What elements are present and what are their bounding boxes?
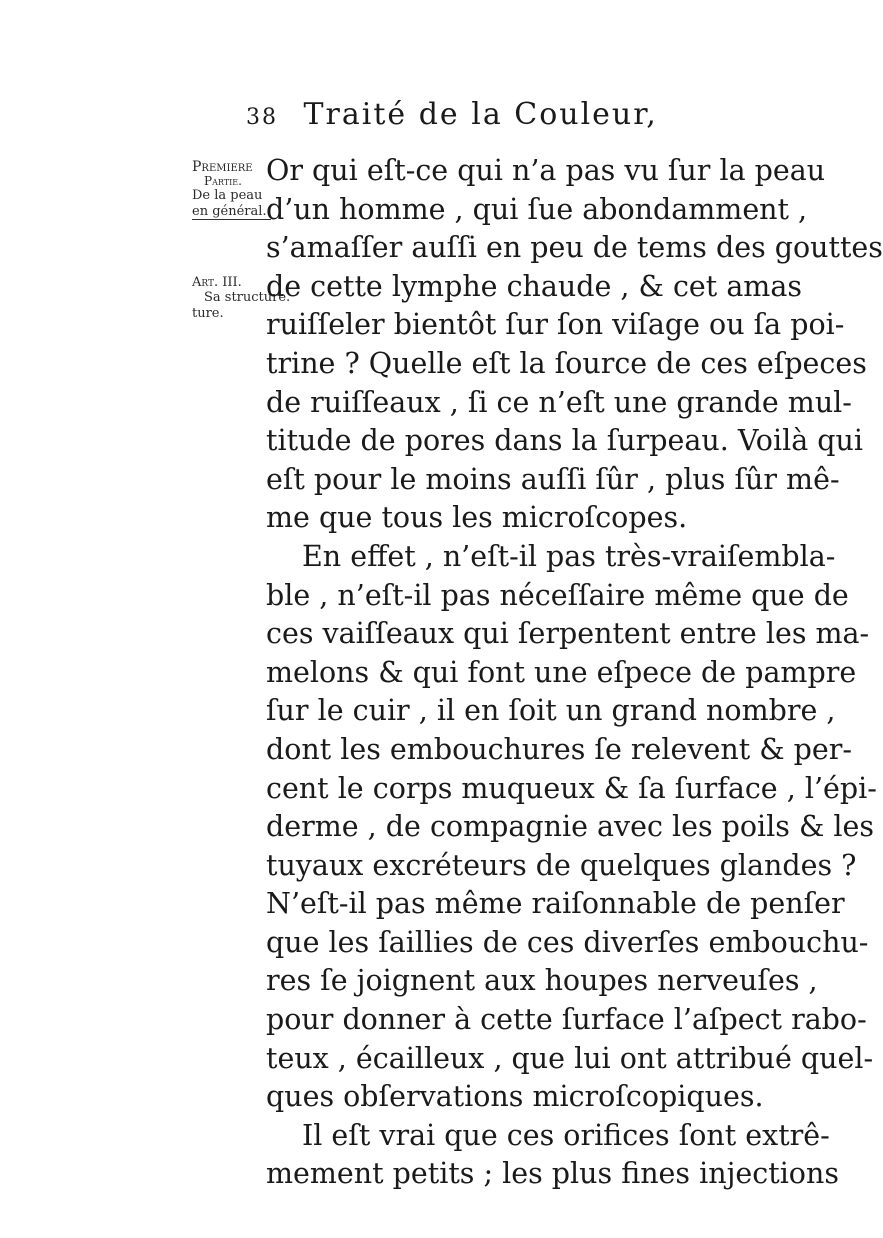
text-line: tuyaux excréteurs de quelques glandes ? xyxy=(266,848,857,882)
text-line: En effet , n’eſt-il pas très-vraiſembla- xyxy=(302,539,836,573)
text-line: eſt pour le moins auſſi ſûr , plus ſûr mê- xyxy=(266,462,840,496)
text-line: Il eſt vrai que ces orifices ſont extrê- xyxy=(302,1118,830,1152)
page-number: 38 xyxy=(246,105,278,130)
text-line: dont les embouchures ſe relevent & per- xyxy=(266,732,853,766)
text-line: cent le corps muqueux & ſa ſurface , l’épi- xyxy=(266,771,877,805)
text-line: pour donner à cette ſurface l’aſpect rabo- xyxy=(266,1003,867,1037)
text-line: trine ? Quelle eſt la ſource de ces eſpeces xyxy=(266,346,867,380)
margin-section: De la peau xyxy=(192,188,263,203)
text-line: de cette lymphe chaude , & cet amas xyxy=(266,269,802,303)
margin-article-2: Sa structure. xyxy=(204,290,291,305)
text-line: ruiſſeler bientôt ſur ſon viſage ou ſa poi- xyxy=(266,308,845,342)
margin-article: Art. III. xyxy=(192,275,242,290)
text-line: res ſe joignent aux houpes nerveuſes , xyxy=(266,964,818,998)
text-line: ſur le cuir , il en ſoit un grand nombre , xyxy=(266,694,836,728)
body-text xyxy=(266,152,883,1194)
text-line: ces vaiſſeaux qui ſerpentent entre les ma- xyxy=(266,617,870,651)
text-line: ques obſervations microſcopiques. xyxy=(266,1080,764,1114)
text-line: derme , de compagnie avec les poils & les xyxy=(266,810,874,844)
text-line: me que tous les microſcopes. xyxy=(266,501,688,535)
text-line: mement petits ; les plus fines injections xyxy=(266,1157,839,1191)
text-line: d’un homme , qui ſue abondamment , xyxy=(266,192,808,226)
margin-part-label: Premiere xyxy=(192,159,253,175)
margin-part-label-2: Partie. xyxy=(204,174,242,188)
margin-section-2: en général. xyxy=(192,205,271,220)
margin-article-3: ture. xyxy=(192,306,224,321)
text-line: melons & qui font une eſpece de pampre xyxy=(266,655,857,689)
text-line: Or qui eſt-ce qui n’a pas vu ſur la peau xyxy=(266,154,826,187)
running-header xyxy=(246,97,806,147)
text-line: ble , n’eſt-il pas néceſſaire même que de xyxy=(266,578,849,612)
running-title: Traité de la Couleur, xyxy=(303,97,658,132)
text-line: s’amaſſer auſſi en peu de tems des gouttes xyxy=(266,231,883,265)
text-line: N’eſt-il pas même raiſonnable de penſer xyxy=(266,887,845,921)
text-line: que les ſaillies de ces diverſes embouchu- xyxy=(266,925,869,959)
text-line: titude de pores dans la ſurpeau. Voilà qui xyxy=(266,424,863,458)
text-line: teux , écailleux , que lui ont attribué quel- xyxy=(266,1041,874,1075)
text-line: de ruiſſeaux , ſi ce n’eſt une grande mul- xyxy=(266,385,852,419)
